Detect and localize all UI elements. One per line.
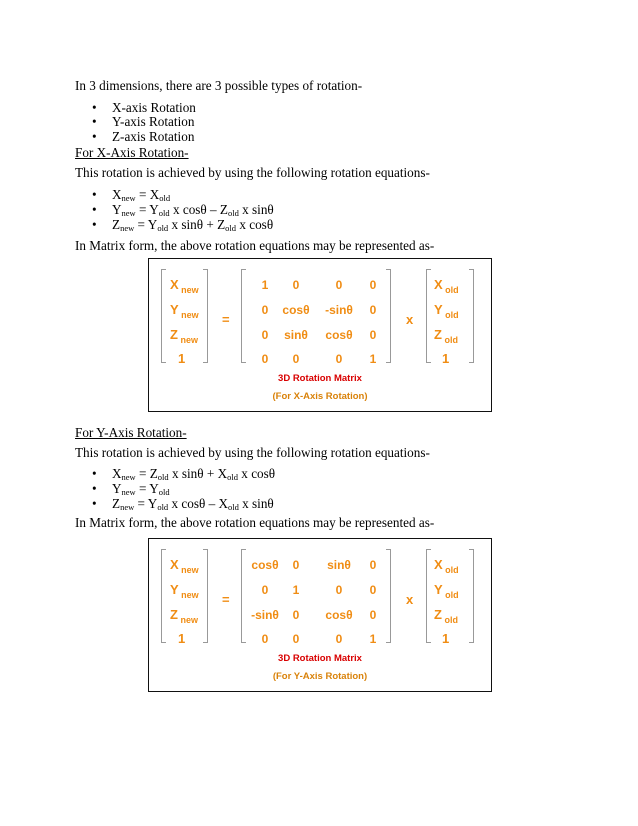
rotation-matrix-figure-y bbox=[148, 538, 492, 692]
matrix-cell: sinθ bbox=[327, 558, 351, 572]
section-heading-y: For Y-Axis Rotation- bbox=[75, 425, 187, 440]
rotation-matrix-figure-x bbox=[148, 258, 492, 412]
matrix-cell: cosθ bbox=[325, 608, 353, 622]
matrix-cell: 0 bbox=[369, 278, 377, 292]
section-desc-x: This rotation is achieved by using the following rotation equations- bbox=[75, 165, 430, 180]
matrix-cell: 0 bbox=[335, 278, 343, 292]
list-item: • X-axis Rotation bbox=[92, 100, 196, 115]
equation-item: • $Z_{new} = Y_{old}$ x cosθ – $X_{old}$ x sinθ bbox=[92, 496, 274, 512]
vector-old-entry: Z $_{old}$ bbox=[434, 327, 458, 345]
matrix-cell: 0 bbox=[261, 303, 269, 317]
equation-item: • $X_{new} = Z_{old}$ x $\sin\theta + X_{old}$ x cosθ bbox=[92, 466, 276, 482]
vector-old-entry: X $_{old}$ bbox=[434, 557, 459, 575]
left-bracket bbox=[161, 549, 166, 643]
multiply-sign: x bbox=[406, 592, 414, 607]
vector-new-entry: X $_{new}$ bbox=[170, 277, 199, 295]
matrix-cell: 0 bbox=[261, 352, 269, 366]
vector-old-entry: 1 bbox=[442, 351, 450, 366]
equals-sign: = bbox=[222, 592, 230, 607]
multiply-sign: x bbox=[406, 312, 414, 327]
equals-sign: = bbox=[222, 312, 230, 327]
caption-title: 3D Rotation Matrix bbox=[278, 373, 362, 384]
equation-item: • $Y_{new} = Y_{old}$ bbox=[92, 481, 170, 497]
matrix-intro-x: In Matrix form, the above rotation equations may be represented as- bbox=[75, 238, 435, 253]
left-bracket bbox=[426, 549, 431, 643]
left-bracket bbox=[426, 269, 431, 363]
vector-new-entry: Z $_{new}$ bbox=[170, 327, 198, 345]
matrix-cell: 0 bbox=[292, 608, 300, 622]
matrix-cell: 1 bbox=[369, 352, 377, 366]
vector-old-entry: Y $_{old}$ bbox=[434, 302, 459, 320]
matrix-cell: cosθ bbox=[325, 328, 353, 342]
right-bracket bbox=[469, 269, 474, 363]
matrix-cell: cosθ bbox=[251, 558, 279, 572]
matrix-cell: 0 bbox=[369, 303, 377, 317]
matrix-cell: 0 bbox=[292, 278, 300, 292]
matrix-cell: 0 bbox=[261, 328, 269, 342]
caption-subtitle: (For Y-Axis Rotation) bbox=[272, 671, 368, 682]
vector-new-entry: Z $_{new}$ bbox=[170, 607, 198, 625]
vector-new-entry: 1 bbox=[178, 351, 186, 366]
matrix-cell: 0 bbox=[335, 632, 343, 646]
matrix-cell: 1 bbox=[369, 632, 377, 646]
caption-subtitle: (For X-Axis Rotation) bbox=[272, 391, 368, 402]
vector-old-entry: X $_{old}$ bbox=[434, 277, 459, 295]
vector-new-entry: 1 bbox=[178, 631, 186, 646]
matrix-cell: 1 bbox=[261, 278, 269, 292]
matrix-cell: -sinθ bbox=[251, 608, 279, 622]
right-bracket bbox=[203, 549, 208, 643]
vector-old-entry: 1 bbox=[442, 631, 450, 646]
matrix-cell: -sinθ bbox=[325, 303, 353, 317]
matrix-cell: 0 bbox=[369, 558, 377, 572]
matrix-cell: 0 bbox=[369, 608, 377, 622]
right-bracket bbox=[203, 269, 208, 363]
caption-title: 3D Rotation Matrix bbox=[278, 653, 362, 664]
matrix-cell: 0 bbox=[292, 352, 300, 366]
intro-text: In 3 dimensions, there are 3 possible types of rotation- bbox=[75, 78, 363, 93]
matrix-cell: 1 bbox=[292, 583, 300, 597]
vector-new-entry: X $_{new}$ bbox=[170, 557, 199, 575]
vector-new-entry: Y $_{new}$ bbox=[170, 582, 199, 600]
matrix-cell: 0 bbox=[292, 558, 300, 572]
matrix-cell: sinθ bbox=[284, 328, 308, 342]
section-desc-y: This rotation is achieved by using the following rotation equations- bbox=[75, 445, 430, 460]
matrix-cell: 0 bbox=[335, 583, 343, 597]
vector-new-entry: Y $_{new}$ bbox=[170, 302, 199, 320]
matrix-cell: 0 bbox=[261, 632, 269, 646]
matrix-cell: 0 bbox=[369, 583, 377, 597]
right-bracket bbox=[469, 549, 474, 643]
vector-old-entry: Z $_{old}$ bbox=[434, 607, 458, 625]
matrix-cell: cosθ bbox=[282, 303, 310, 317]
vector-old-entry: Y $_{old}$ bbox=[434, 582, 459, 600]
matrix-cell: 0 bbox=[335, 352, 343, 366]
list-item: • Y-axis Rotation bbox=[92, 114, 195, 129]
matrix-cell: 0 bbox=[292, 632, 300, 646]
equation-item: • $Z_{new} = Y_{old}$ x $\sin\theta + Z_{old}$ x cosθ bbox=[92, 217, 274, 233]
matrix-intro-y: In Matrix form, the above rotation equations may be represented as- bbox=[75, 515, 435, 530]
section-heading-x: For X-Axis Rotation- bbox=[75, 145, 189, 160]
left-bracket bbox=[161, 269, 166, 363]
list-item: • Z-axis Rotation bbox=[92, 129, 195, 144]
equation-item: • $X_{new} = X_{old}$ bbox=[92, 187, 171, 203]
matrix-cell: 0 bbox=[369, 328, 377, 342]
matrix-cell: 0 bbox=[261, 583, 269, 597]
equation-item: • $Y_{new} = Y_{old}$ x cosθ – $Z_{old}$ x sinθ bbox=[92, 202, 274, 218]
